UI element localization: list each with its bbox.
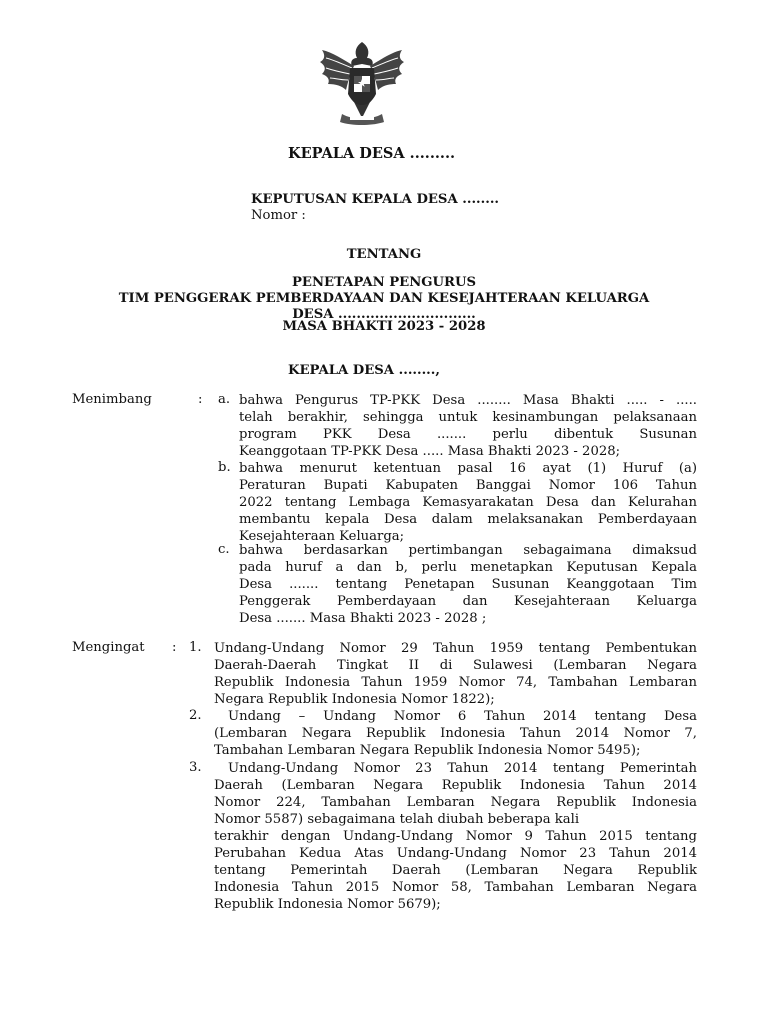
list-item: bahwa berdasarkan pertimbangan sebagaimana dimaksud pada huruf a dan b, perlu menetapkan Keputusan Kepala Desa ....... tentang Penetapan Susunan Keanggotaan Tim Penggerak Pemberdayaan dan Kesejahteraan Keluarga Desa ....... Masa Bhakti 2023 - 2028 ; <box>239 543 697 626</box>
list-item: Undang-Undang Nomor 23 Tahun 2014 tentang Pemerintah Daerah (Lembaran Negara Republik Indonesia Tahun 2014 Nomor 224, Tambahan Lembaran Negara Republik Indonesia Nomor 5587) sebagaimana telah diubah beberapa kali terakhir dengan Undang-Undang Nomor 9 Tahun 2015 tentang Perubahan Kedua Atas Undang-Undang Nomor 23 Tahun 2014 tentang Pemerintah Daerah (Lembaran Negara Republik Indonesia Tahun 2015 Nomor 58, Tambahan Lembaran Negara Republik Indonesia Nomor 5679); <box>214 761 697 912</box>
menimbang-label: Menimbang <box>72 392 152 407</box>
number-label: Nomor : <box>251 208 306 223</box>
list-item: bahwa menurut ketentuan pasal 16 ayat (1) Huruf (a) Peraturan Bupati Kabupaten Banggai Nomor 106 Tahun 2022 tentang Lembaga Kemasyarakatan Desa dan Kelurahan membantu kepala Desa dalam melaksanakan Pemberdayaan Kesejahteraan Keluarga; <box>239 461 697 544</box>
subject-line: DESA .............................. <box>292 307 476 322</box>
mengingat-colon: : <box>172 640 177 655</box>
list-marker: c. <box>218 542 230 557</box>
garuda-pancasila-emblem-icon <box>316 38 408 128</box>
decision-title: KEPUTUSAN KEPALA DESA ........ <box>251 192 500 207</box>
tentang-heading: TENTANG <box>346 247 422 262</box>
list-marker: 3. <box>189 760 202 775</box>
subject-line: PENETAPAN PENGURUS <box>292 275 476 290</box>
subject-line: MASA BHAKTI 2023 - 2028 <box>282 319 486 334</box>
list-item: Undang – Undang Nomor 6 Tahun 2014 tentang Desa (Lembaran Negara Republik Indonesia Tahun 2014 Nomor 7, Tambahan Lembaran Negara Republik Indonesia Nomor 5495); <box>214 709 697 758</box>
list-item: bahwa Pengurus TP-PKK Desa ........ Masa Bhakti ..... - ..... telah berakhir, sehingga untuk kesinambungan pelaksanaan program PKK Desa ....... perlu dibentuk Susunan Keanggotaan TP-PKK Desa ..... Masa Bhakti 2023 - 2028; <box>239 393 697 459</box>
authority-heading: KEPALA DESA ........, <box>288 363 440 378</box>
subject-line: TIM PENGGERAK PEMBERDAYAAN DAN KESEJAHTERAAN KELUARGA <box>118 291 650 306</box>
list-marker: 1. <box>189 640 202 655</box>
mengingat-label: Mengingat <box>72 640 145 655</box>
list-marker: b. <box>218 460 231 475</box>
list-item: Undang-Undang Nomor 29 Tahun 1959 tentang Pembentukan Daerah-Daerah Tingkat II di Sulawesi (Lembaran Negara Republik Indonesia Tahun 1959 Nomor 74, Tambahan Lembaran Negara Republik Indonesia Nomor 1822); <box>214 641 697 707</box>
list-marker: 2. <box>189 708 202 723</box>
list-marker: a. <box>218 392 231 407</box>
menimbang-colon: : <box>198 392 203 407</box>
page-title: KEPALA DESA ......... <box>288 145 456 162</box>
